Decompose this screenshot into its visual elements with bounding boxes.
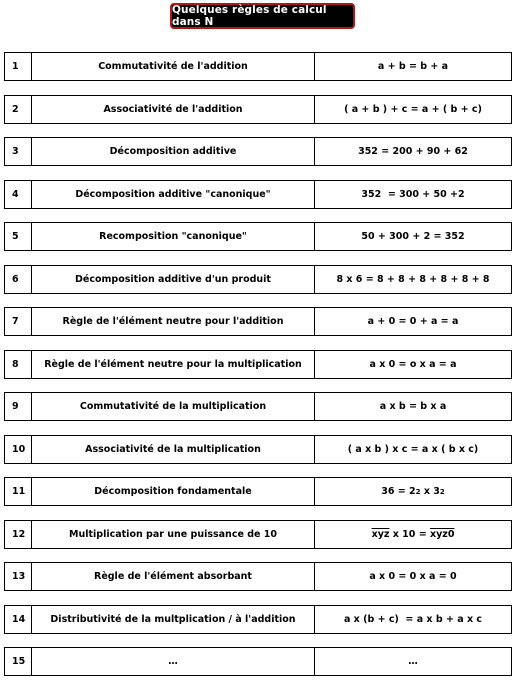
- rule-row: [4, 562, 512, 591]
- formula-text: x 3: [420, 486, 440, 497]
- rule-formula: 50 + 300 + 2 = 352: [314, 222, 512, 251]
- rule-number: 14: [4, 605, 32, 634]
- formula-text: 36 = 2: [381, 486, 416, 497]
- rule-name: Recomposition "canonique": [31, 222, 315, 251]
- rule-formula: a x 0 = o x a = a: [314, 350, 512, 379]
- rule-name: Décomposition additive "canonique": [31, 180, 315, 209]
- rule-name: Règle de l'élément neutre pour la multiplication: [31, 350, 315, 379]
- rule-row: [4, 52, 512, 81]
- rule-formula: a x 0 = 0 x a = 0: [314, 562, 512, 591]
- rules-table: [4, 52, 512, 690]
- rule-formula: ( a + b ) + c = a + ( b + c): [314, 95, 512, 124]
- rule-row: [4, 520, 512, 549]
- rule-name: Commutativité de la multiplication: [31, 392, 315, 421]
- rule-number: 2: [4, 95, 32, 124]
- rule-formula: 352 = 200 + 90 + 62: [314, 137, 512, 166]
- rule-name: Décomposition additive: [31, 137, 315, 166]
- rule-number: 11: [4, 477, 32, 506]
- rule-number: 10: [4, 435, 32, 464]
- rule-name: Distributivité de la multplication / à l'addition: [31, 605, 315, 634]
- rule-row: [4, 307, 512, 336]
- rule-number: 7: [4, 307, 32, 336]
- rule-name: Règle de l'élément neutre pour l'addition: [31, 307, 315, 336]
- rule-formula: [314, 520, 512, 549]
- rule-number: 6: [4, 265, 32, 294]
- rule-number: 13: [4, 562, 32, 591]
- rule-number: 5: [4, 222, 32, 251]
- rule-row: [4, 392, 512, 421]
- rule-row: [4, 222, 512, 251]
- rule-formula: …: [314, 647, 512, 676]
- rule-row: [4, 95, 512, 124]
- rule-formula: a + 0 = 0 + a = a: [314, 307, 512, 336]
- rule-formula: ( a x b ) x c = a x ( b x c): [314, 435, 512, 464]
- rule-name: …: [31, 647, 315, 676]
- rule-row: [4, 137, 512, 166]
- rule-row: [4, 265, 512, 294]
- rule-name: Décomposition fondamentale: [31, 477, 315, 506]
- rule-formula: a + b = b + a: [314, 52, 512, 81]
- page-title: Quelques règles de calcul dans N: [170, 3, 355, 29]
- rule-name: Commutativité de l'addition: [31, 52, 315, 81]
- rule-name: Multiplication par une puissance de 10: [31, 520, 315, 549]
- rule-number: 1: [4, 52, 32, 81]
- rule-number: 9: [4, 392, 32, 421]
- rule-number: 15: [4, 647, 32, 676]
- rule-formula: a x b = b x a: [314, 392, 512, 421]
- formula-overlined-number: xyz0: [429, 528, 455, 540]
- formula-text: x 10 =: [389, 528, 430, 540]
- rule-name: Décomposition additive d'un produit: [31, 265, 315, 294]
- formula-overlined-number: $\overline{xyz}$: [371, 528, 390, 540]
- rule-formula: 352 = 300 + 50 +2: [314, 180, 512, 209]
- rule-number: 12: [4, 520, 32, 549]
- rule-name: Règle de l'élément absorbant: [31, 562, 315, 591]
- rule-name: Associativité de la multiplication: [31, 435, 315, 464]
- rule-number: 3: [4, 137, 32, 166]
- rule-row: [4, 180, 512, 209]
- rule-number: 8: [4, 350, 32, 379]
- rule-row: [4, 647, 512, 676]
- rule-formula: 8 x 6 = 8 + 8 + 8 + 8 + 8 + 8: [314, 265, 512, 294]
- rule-row: [4, 605, 512, 634]
- rule-number: 4: [4, 180, 32, 209]
- rule-row: [4, 477, 512, 506]
- rule-formula: a x (b + c) = a x b + a x c: [314, 605, 512, 634]
- rule-row: [4, 350, 512, 379]
- rule-name: Associativité de l'addition: [31, 95, 315, 124]
- rule-formula: 36 = 2 2 x 3 2: [314, 477, 512, 506]
- rule-row: [4, 435, 512, 464]
